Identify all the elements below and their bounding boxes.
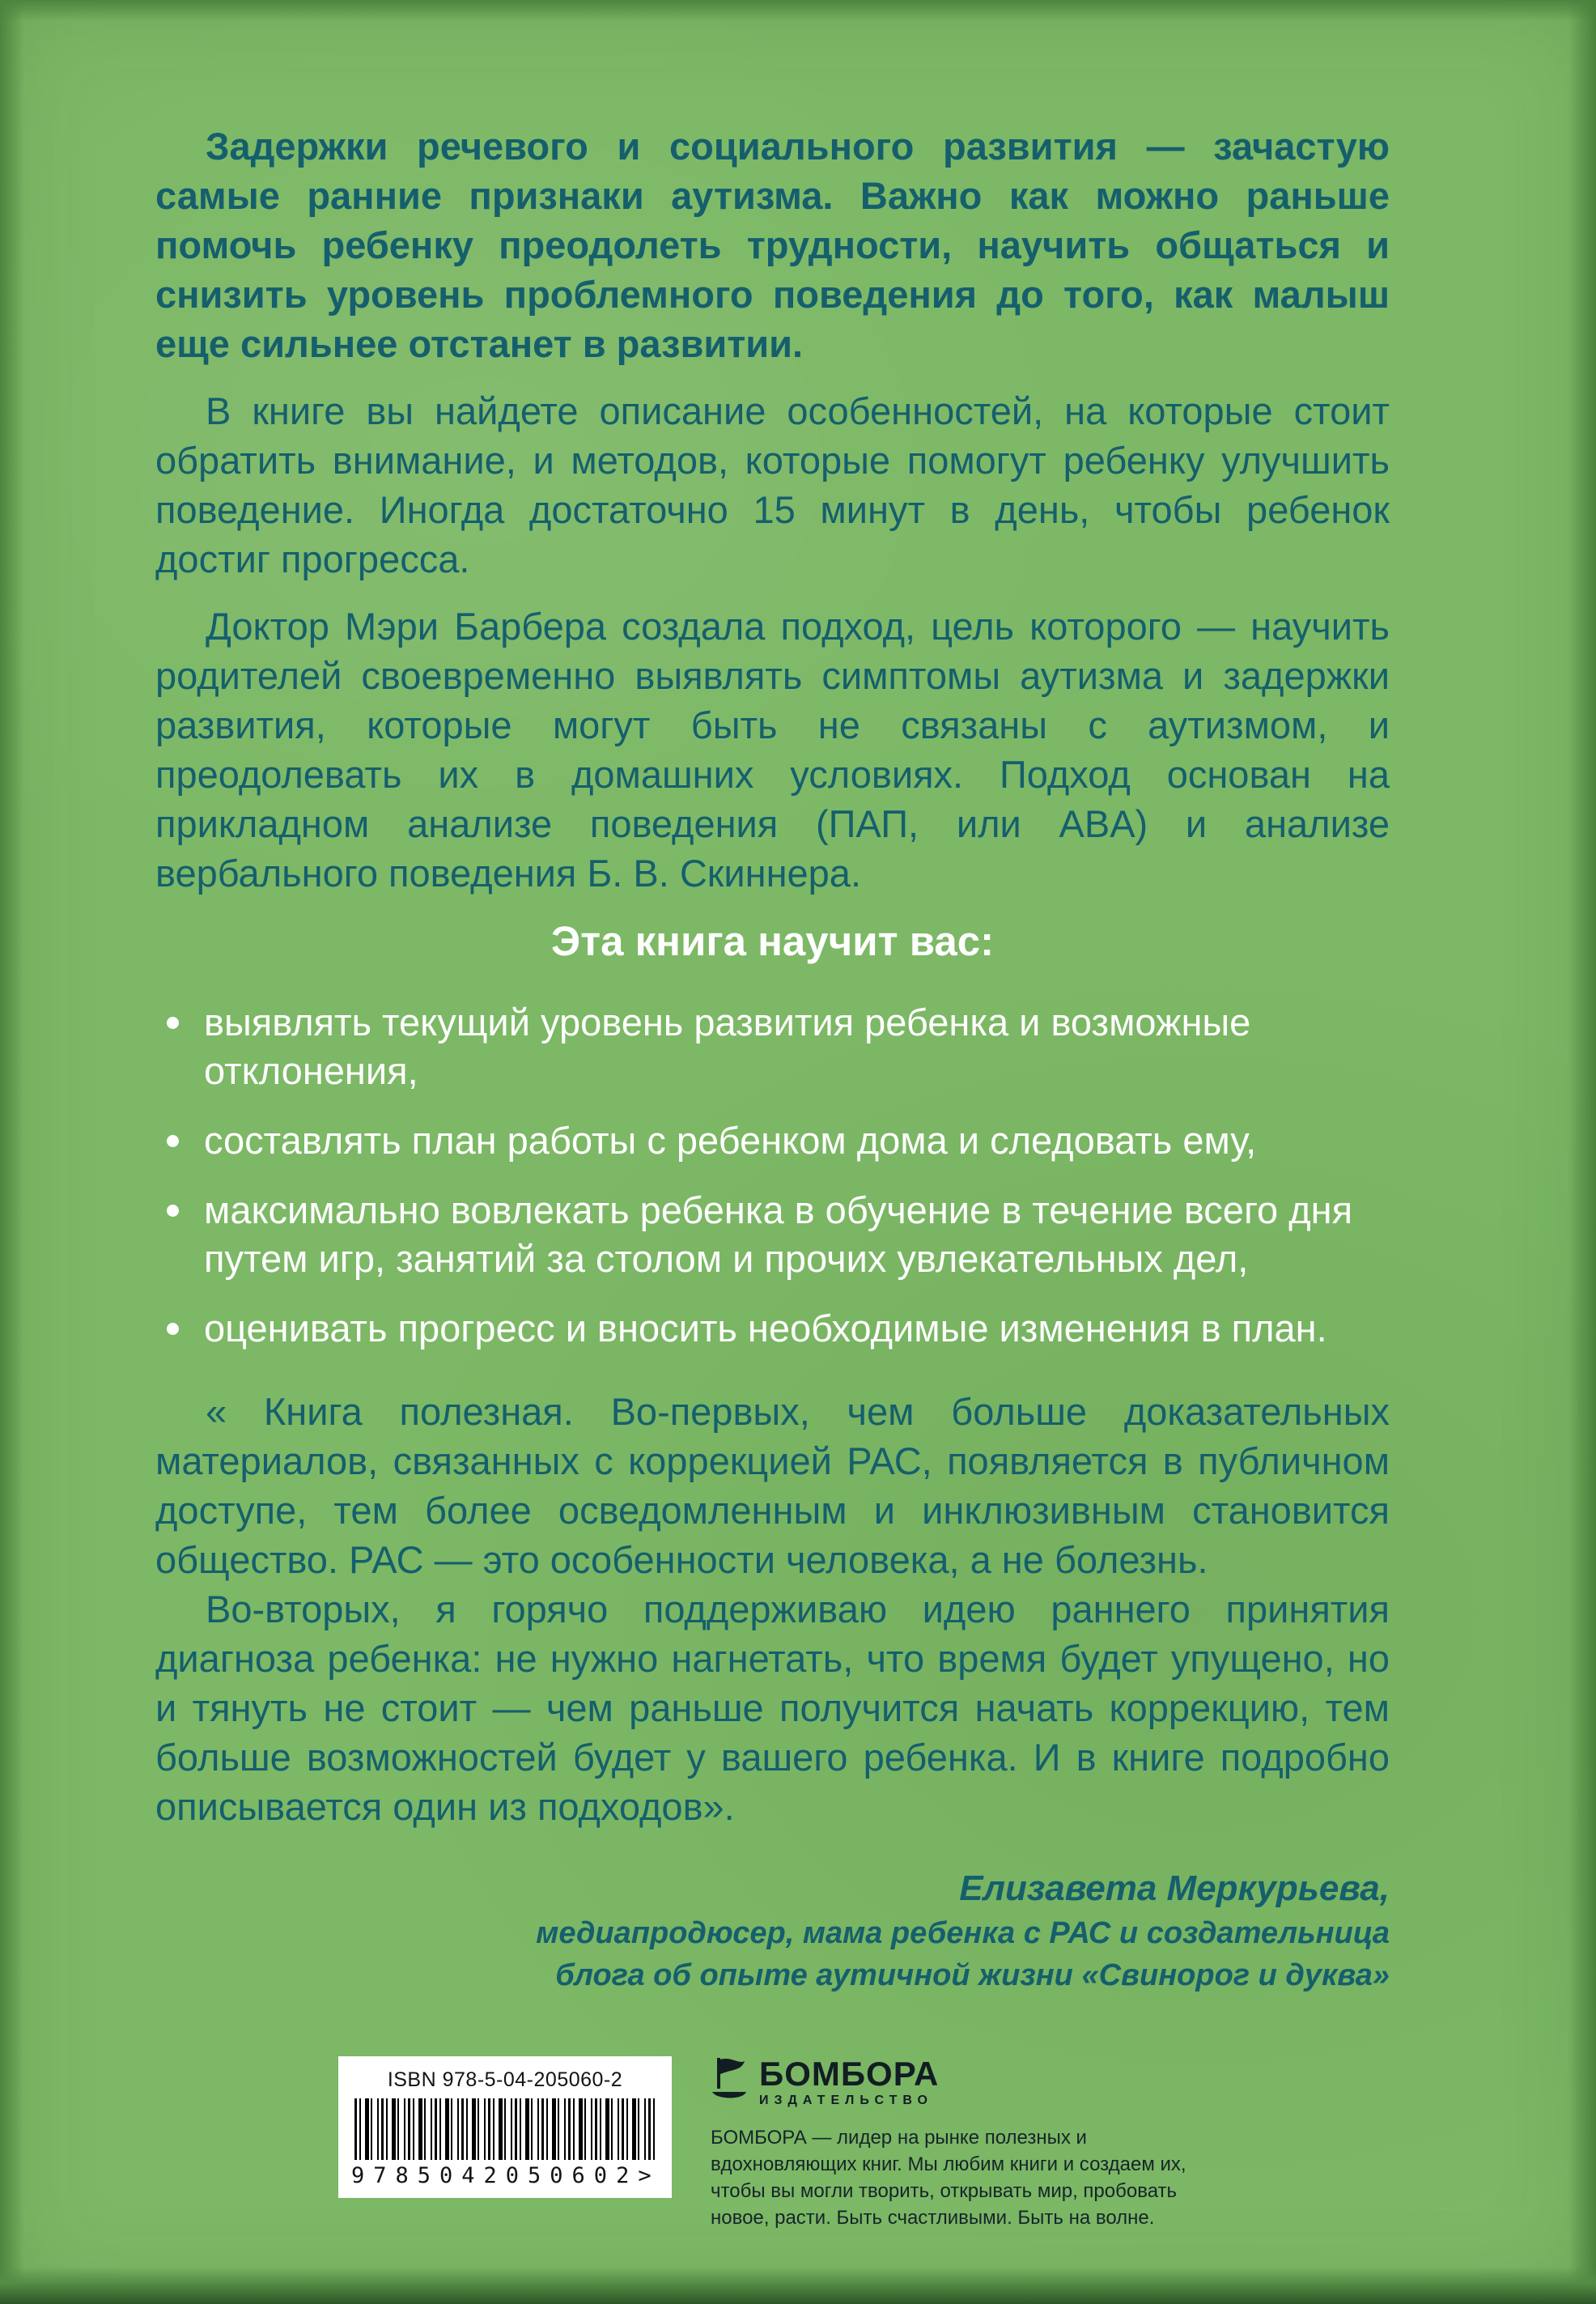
barcode-digits: 9785042050602> [351,2163,660,2188]
benefits-list [162,998,1390,1353]
publisher-blurb: БОМБОРА — лидер на рынке полезных и вдохновляющих книг. Мы любим книги и создаем их, чтобы вы могли творить, открывать мир, пробовать новое, расти. Быть счастливыми. Быть на волне. [711,2127,1186,2229]
publisher-subtitle: ИЗДАТЕЛЬСТВО [759,2094,933,2107]
attribution-name: Елизавета Меркурьева, [959,1868,1390,1908]
quote-attribution [155,1865,1390,1996]
annotation-paragraph-2: В книге вы найдете описание особенностей, на которые стоит обратить внимание, и методов, которые помогут ребенку улучшить поведение. Иногда достаточно 15 минут в день, чтобы ребенок достиг прогресса. [155,389,1390,580]
benefits-heading: Эта книга научит вас: [550,918,995,964]
isbn-number: ISBN 978-5-04-205060-2 [387,2068,623,2091]
list-item: максимально вовлекать ребенка в обучение в течение всего дня путем игр, занятий за столом и прочих увлекательных дел, [162,1186,1390,1283]
benefits-section [155,917,1390,1353]
publisher-names [759,2056,939,2108]
barcode [354,2098,656,2160]
publisher-block [711,2056,1245,2231]
list-item: выявлять текущий уровень развития ребенка и возможные отклонения, [162,998,1390,1095]
cover-footer [338,2056,1245,2231]
publisher-logo-row [711,2056,1245,2108]
review-quote-section [155,1387,1390,1831]
quote-paragraph-2: Во-вторых, я горячо поддерживаю идею раннего принятия диагноза ребенка: не нужно нагнетать, что время будет упущено, но и тянуть не стоит — чем раньше получится начать коррекцию, тем больше возможностей будет у вашего ребенка. И в книге подробно описывается один из подходов». [155,1588,1390,1828]
quote-paragraph-1: « Книга полезная. Во-первых, чем больше доказательных материалов, связанных с коррекцией РАС, появляется в публичном доступе, тем более осведомленным и инклюзивным становится общество. РАС — это особенности человека, а не болезнь. [155,1390,1390,1581]
bombora-logo-icon [711,2056,748,2102]
annotation-paragraph-3: Доктор Мэри Барбера создала подход, цель которого — научить родителей своевременно выявлять симптомы аутизма и задержки развития, которые могут быть не связаны с аутизмом, и преодолевать их в домашних условиях. Подход основан на прикладном анализе поведения (ПАП, или ABA) и анализе вербального поведения Б. В. Скиннера. [155,605,1390,895]
list-item: оценивать прогресс и вносить необходимые изменения в план. [162,1304,1390,1353]
isbn-block [338,2056,672,2198]
attribution-role: медиапродюсер, мама ребенка с РАС и создательница блога об опыте аутичной жизни «Свинорог и дуква» [536,1916,1390,1992]
annotation-paragraph-1: Задержки речевого и социального развития — зачастую самые ранние признаки аутизма. Важно как можно раньше помочь ребенку преодолеть трудности, научить общаться и снизить уровень проблемного поведения до того, как малыш еще сильнее отстанет в развитии. [155,125,1390,365]
list-item: составлять план работы с ребенком дома и следовать ему, [162,1116,1390,1165]
cover-edge-bottom [0,2267,1596,2304]
publisher-name: БОМБОРА [759,2055,940,2093]
